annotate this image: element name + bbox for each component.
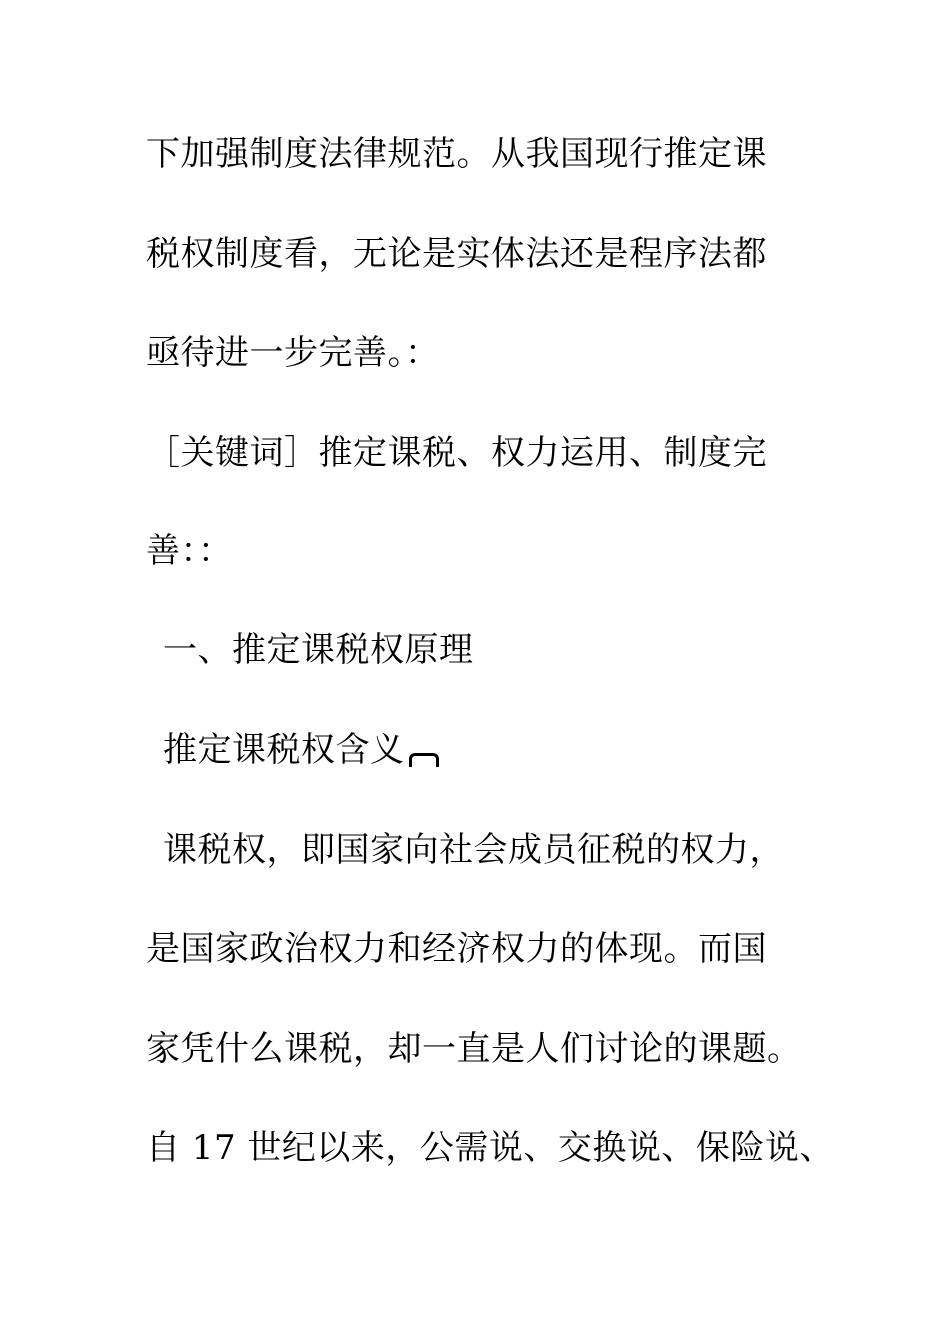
keywords-line-2: 善：：	[146, 531, 233, 571]
paragraph-line-1: 下加强制度法律规范。从我国现行推定课	[146, 134, 767, 174]
body-line-3: 家凭什么课税，却一直是人们讨论的课题。	[146, 1029, 802, 1069]
body-line-1: 课税权，即国家向社会成员征税的权力，	[163, 830, 784, 870]
bracket-mark-icon	[409, 753, 439, 767]
body-line-2: 是国家政治权力和经济权力的体现。而国	[146, 929, 767, 969]
paragraph-line-3: 亟待进一步完善。：	[146, 333, 440, 373]
subsection-heading-text: 推定课税权含义	[163, 730, 405, 770]
keywords-line-1: ［关键词］推定课税、权力运用、制度完	[146, 433, 767, 473]
subsection-heading	[163, 730, 439, 770]
paragraph-line-2: 税权制度看，无论是实体法还是程序法都	[146, 234, 767, 274]
section-heading: 一、推定课税权原理	[163, 630, 474, 670]
body-line-4: 自 17 世纪以来，公需说、交换说、保险说、	[146, 1128, 834, 1168]
